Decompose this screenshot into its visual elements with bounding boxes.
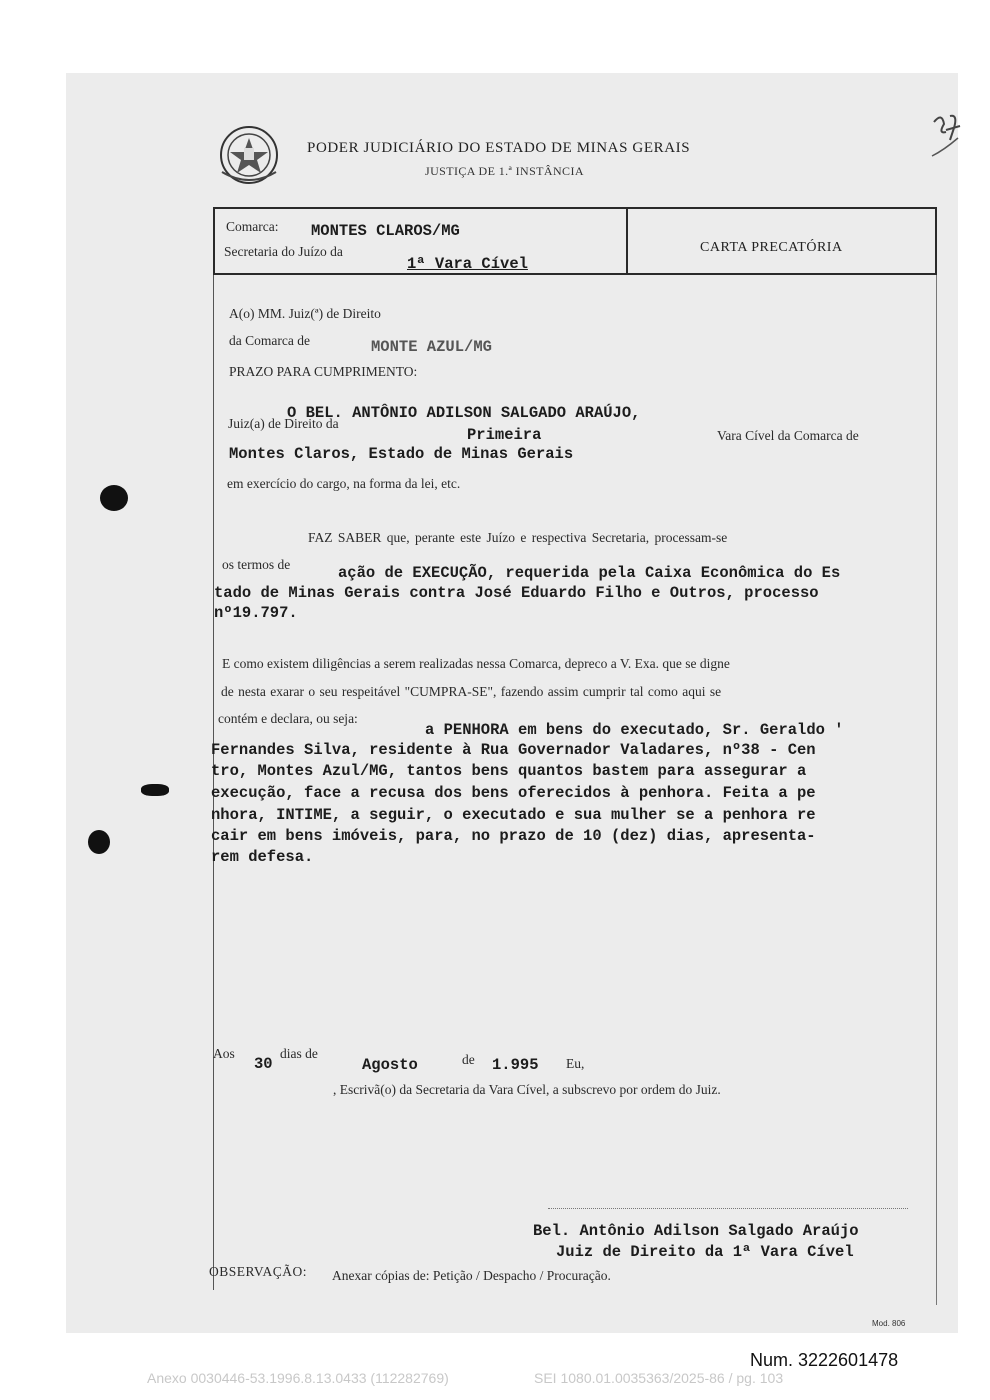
vara-value: Primeira <box>467 426 542 444</box>
faz-saber-line-2-label: os termos de <box>222 557 291 572</box>
date-month: Agosto <box>362 1056 418 1074</box>
request-line-7: nhora, INTIME, a seguir, o executado e sua mulher se a penhora re <box>211 806 816 824</box>
date-day: 30 <box>254 1055 273 1073</box>
addressee-line-2: da Comarca de <box>229 333 310 348</box>
form-header-divider <box>626 207 628 275</box>
judge-comarca-value: Montes Claros, Estado de Minas Gerais <box>229 445 574 463</box>
date-aos-label: Aos <box>213 1046 235 1061</box>
comarca-label: Comarca: <box>226 219 279 234</box>
request-line-3-label: contém e declara, ou seja: <box>218 711 358 726</box>
comarca-value: MONTES CLAROS/MG <box>311 222 460 240</box>
addressee-comarca-value: MONTE AZUL/MG <box>371 338 492 356</box>
request-line-9: rem defesa. <box>211 848 314 866</box>
document-number: Num. 3222601478 <box>750 1350 899 1370</box>
court-name-heading: PODER JUDICIÁRIO DO ESTADO DE MINAS GERAIS <box>307 140 691 156</box>
faz-saber-line-1: FAZ SABER que, perante este Juízo e respectiva Secretaria, processam-se <box>308 530 728 545</box>
body-left-border <box>213 275 214 1290</box>
date-year: 1.995 <box>492 1056 539 1074</box>
request-line-2: de nesta exarar o seu respeitável "CUMPRA-SE", fazendo assim cumprir tal como aqui se <box>221 684 722 699</box>
signature-title: Juiz de Direito da 1ª Vara Cível <box>556 1243 854 1261</box>
coat-of-arms-emblem <box>214 122 284 188</box>
document-type-label: CARTA PRECATÓRIA <box>700 240 843 255</box>
request-line-5: tro, Montes Azul/MG, tantos bens quantos bastem para assegurar a <box>211 762 807 780</box>
juiz-label: Juiz(a) de Direito da <box>228 416 339 431</box>
ink-blot-3 <box>88 830 110 854</box>
observacao-label: OBSERVAÇÃO: <box>209 1264 307 1279</box>
faz-saber-line-2-typed: ação de EXECUÇÃO, requerida pela Caixa Econômica do Es <box>338 564 841 582</box>
secretaria-label: Secretaria do Juízo da <box>224 244 343 259</box>
faz-saber-line-3: tado de Minas Gerais contra José Eduardo Filho e Outros, processo <box>214 584 819 602</box>
form-model-code: Mod. 806 <box>872 1319 906 1328</box>
request-line-3-typed: a PENHORA em bens do executado, Sr. Geraldo ' <box>425 721 844 739</box>
request-line-6: execução, face a recusa dos bens oferecidos à penhora. Feita a pe <box>211 784 816 802</box>
escriva-text: , Escrivã(o) da Secretaria da Vara Cível, a subscrevo por ordem do Juiz. <box>333 1082 721 1097</box>
handwritten-page-mark <box>924 110 966 168</box>
observacao-text: Anexar cópias de: Petição / Despacho / Procuração. <box>332 1268 611 1283</box>
faz-saber-line-4: nº19.797. <box>214 604 298 622</box>
prazo-label: PRAZO PARA CUMPRIMENTO: <box>229 364 418 379</box>
secretaria-value: 1ª Vara Cível <box>407 255 528 273</box>
instance-subheading: JUSTIÇA DE 1.ª INSTÂNCIA <box>425 164 584 178</box>
date-dias-de-label: dias de <box>280 1046 318 1061</box>
request-line-8: cair em bens imóveis, para, no prazo de 10 (dez) dias, apresenta- <box>211 827 816 845</box>
footer-anexo: Anexo 0030446-53.1996.8.13.0433 (112282769) <box>147 1370 449 1386</box>
ink-blot-1 <box>100 485 128 511</box>
request-line-4: Fernandes Silva, residente à Rua Governador Valadares, nº38 - Cen <box>211 741 816 759</box>
request-line-1: E como existem diligências a serem realizadas nessa Comarca, depreco a V. Exa. que se digne <box>222 656 730 671</box>
footer-sei: SEI 1080.01.0035363/2025-86 / pg. 103 <box>534 1370 784 1386</box>
signature-line <box>548 1208 908 1209</box>
vara-comarca-label: Vara Cível da Comarca de <box>717 428 859 443</box>
date-de-label: de <box>462 1052 475 1067</box>
judge-name: O BEL. ANTÔNIO ADILSON SALGADO ARAÚJO, <box>287 404 641 422</box>
signature-name: Bel. Antônio Adilson Salgado Araújo <box>533 1222 859 1240</box>
ink-blot-2 <box>141 784 169 796</box>
addressee-line-1: A(o) MM. Juiz(ª) de Direito <box>229 306 381 321</box>
exercicio-text: em exercício do cargo, na forma da lei, etc. <box>227 476 461 491</box>
body-right-border <box>936 275 937 1305</box>
date-eu-label: Eu, <box>566 1056 585 1071</box>
